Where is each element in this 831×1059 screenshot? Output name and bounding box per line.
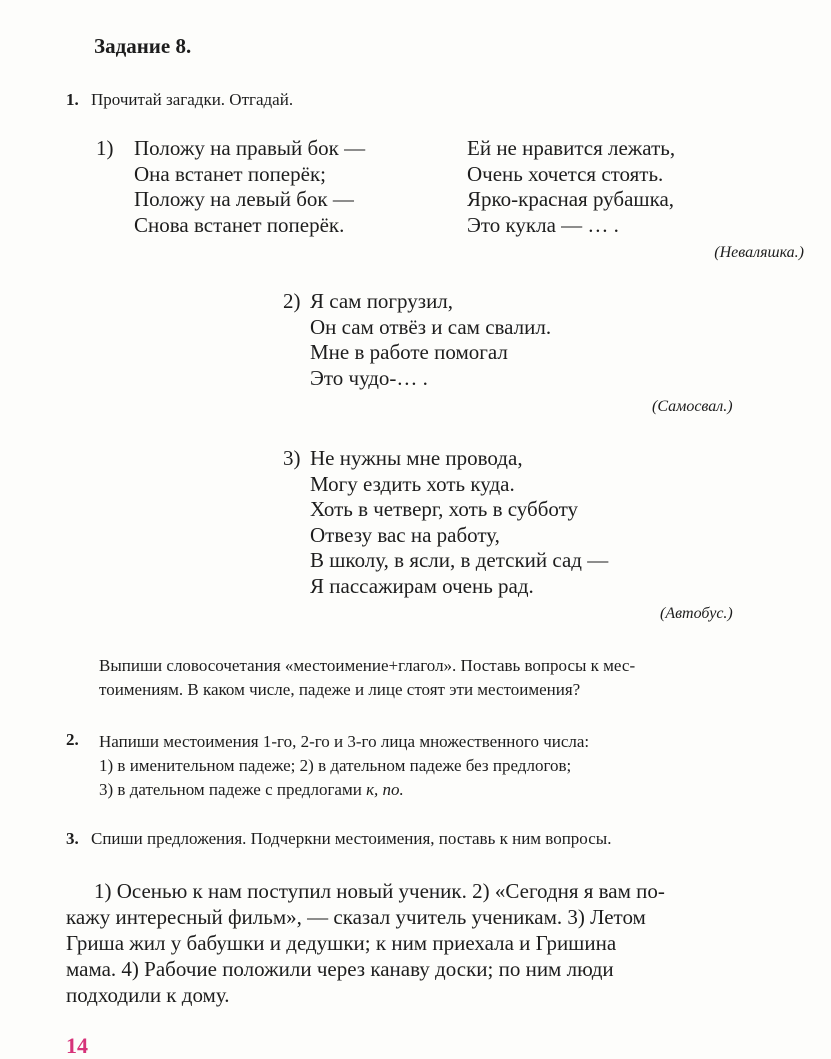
text-line: 1) Осенью к нам поступил новый ученик. 2) «Сегодня я вам по- — [94, 879, 665, 903]
page-title: Задание 8. — [94, 34, 192, 58]
task2-text — [99, 730, 589, 802]
text-line: Выпиши словосочетания «местоимение+глагол». Поставь вопросы к мес- — [99, 656, 636, 675]
riddle1-column-right — [467, 136, 675, 238]
page-number: 14 — [66, 1033, 88, 1058]
poem-line: Могу ездить хоть куда. — [310, 471, 515, 496]
riddle2-answer: (Самосвал.) — [652, 398, 733, 415]
poem-line: Мне в работе помогал — [310, 340, 508, 364]
text-line: Гриша жил у бабушки и дедушки; к ним приехала и Гришина — [66, 931, 617, 955]
task3-instruction: Спиши предложения. Подчеркни местоимения, поставь к ним вопросы. — [91, 829, 612, 848]
task1-instruction: Прочитай загадки. Отгадай. — [91, 90, 294, 109]
task1-followup — [99, 654, 635, 702]
text-line: подходили к дому. — [66, 983, 230, 1007]
poem-line: Отвезу вас на работу, — [310, 522, 500, 547]
task1-header — [66, 90, 293, 110]
riddle1-column-left — [134, 136, 365, 238]
riddle1-number: 1) — [96, 136, 114, 160]
poem-line: Хоть в четверг, хоть в субботу — [310, 497, 579, 521]
poem-line: Снова встанет поперёк. — [134, 212, 345, 237]
text-line — [99, 778, 589, 802]
task1-number: 1. — [66, 90, 79, 109]
poem-line: Положу на левый бок — — [134, 187, 354, 211]
prepositions: к, по. — [366, 780, 404, 799]
poem-line: Ей не нравится лежать, — [467, 136, 676, 160]
poem-line: Она встанет поперёк; — [134, 161, 326, 186]
text-line: кажу интересный фильм», — сказал учитель ученикам. 3) Летом — [66, 905, 646, 929]
riddle3-lines — [310, 446, 608, 599]
poem-line: Это кукла — … . — [467, 212, 619, 237]
poem-line: Он сам отвёз и сам свалил. — [310, 314, 552, 339]
poem-line: Это чудо-… . — [310, 365, 428, 390]
poem-line: Ярко-красная рубашка, — [467, 187, 675, 211]
riddle1-answer: (Неваляшка.) — [714, 244, 804, 261]
task3-number: 3. — [66, 829, 79, 848]
poem-line: Положу на правый бок — — [134, 136, 366, 160]
task2-number: 2. — [66, 730, 79, 749]
text-line: мама. 4) Рабочие положили через канаву доски; по ним люди — [66, 957, 614, 981]
task3-header — [66, 829, 611, 849]
poem-line: Не нужны мне провода, — [310, 446, 523, 470]
text-line: 1) в именительном падеже; 2) в дательном падеже без предлогов; — [99, 756, 572, 775]
riddle3-number: 3) — [283, 446, 301, 470]
task3-text — [66, 878, 665, 1008]
riddle2-number: 2) — [283, 289, 301, 313]
text-line: тоимениям. В каком числе, падеже и лице стоят эти местоимения? — [99, 680, 581, 699]
text-line: Напиши местоимения 1-го, 2-го и 3-го лица множественного числа: — [99, 732, 590, 751]
poem-line: В школу, в ясли, в детский сад — — [310, 548, 609, 572]
text-line-part: 3) в дательном падеже с предлогами — [99, 780, 362, 799]
poem-line: Очень хочется стоять. — [467, 161, 664, 186]
riddle2-lines — [310, 289, 551, 391]
poem-line: Я пассажирам очень рад. — [310, 573, 534, 598]
riddle3-answer: (Автобус.) — [660, 605, 733, 622]
poem-line: Я сам погрузил, — [310, 289, 454, 313]
